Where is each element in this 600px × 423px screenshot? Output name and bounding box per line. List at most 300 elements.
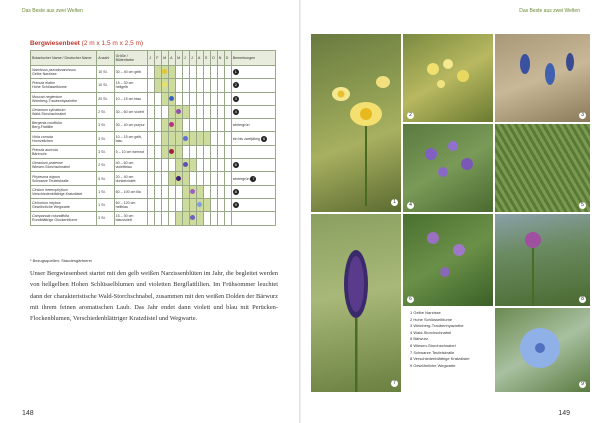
bloom-month-cell <box>176 105 183 118</box>
bloom-month-cell <box>217 159 224 172</box>
bloom-month-cell <box>196 92 203 105</box>
bloom-month-cell <box>155 105 162 118</box>
bloom-month-cell <box>148 105 155 118</box>
plant-flower: 30 – 60 cm violett <box>114 105 148 118</box>
plant-name <box>31 198 97 211</box>
bloom-month-cell <box>162 198 169 211</box>
table-title <box>30 40 143 47</box>
plant-latin: Primula auricula <box>32 147 58 152</box>
plant-german: Wald-Storchschnabel <box>32 112 67 117</box>
photo-number-8: 8 <box>579 296 586 303</box>
bloom-month-cell <box>203 119 210 132</box>
plant-german: Hohe Schlüsselblume <box>32 85 67 90</box>
bloom-month-cell <box>169 132 176 145</box>
bloom-month-cell <box>176 212 183 225</box>
phyteuma-flower-icon <box>311 214 401 392</box>
plant-name <box>31 66 97 79</box>
photo-muscari <box>495 34 590 122</box>
bloom-month-cell <box>210 92 217 105</box>
plant-number-badge: 4 <box>234 109 237 115</box>
bloom-month-cell <box>176 172 183 185</box>
bloom-month-cell <box>148 212 155 225</box>
plant-german: Wiesen-Storchschnabel <box>32 165 70 170</box>
bloom-month-cell <box>217 105 224 118</box>
bloom-month-cell <box>155 92 162 105</box>
bloom-month-cell <box>196 185 203 198</box>
bloom-month-cell <box>224 105 231 118</box>
plant-latin: Cichorium intybus <box>32 201 61 206</box>
legend-item: 1 Gelbe Narzisse <box>410 310 441 315</box>
bloom-month-cell <box>189 132 196 145</box>
bloom-month-cell <box>203 145 210 158</box>
bloom-month-cell <box>169 198 176 211</box>
bloom-month-cell <box>203 185 210 198</box>
plant-flower: 10 – 15 cm gelb, blau <box>114 132 148 145</box>
month-header: J <box>189 51 196 66</box>
bloom-month-cell <box>196 212 203 225</box>
month-header: M <box>162 51 169 66</box>
bloom-month-cell <box>210 119 217 132</box>
bloom-month-cell <box>224 119 231 132</box>
bloom-month-cell <box>176 198 183 211</box>
bloom-month-cell <box>217 212 224 225</box>
plant-number-badge: 7 <box>252 175 255 181</box>
plant-number-badge: 9 <box>234 202 237 208</box>
plant-german: Hornveilchen <box>32 138 53 143</box>
month-header: A <box>196 51 203 66</box>
flower-color-icon <box>190 215 195 220</box>
bloom-month-cell <box>169 105 176 118</box>
plant-number-badge: 2 <box>234 82 237 88</box>
month-header: F <box>155 51 162 66</box>
bloom-month-cell <box>224 145 231 158</box>
flower-color-icon <box>169 122 174 127</box>
month-header: D <box>224 51 231 66</box>
bloom-month-cell <box>189 105 196 118</box>
cichorium-flower-icon <box>495 308 590 392</box>
bloom-month-cell <box>196 145 203 158</box>
bloom-month-cell <box>169 212 176 225</box>
photo-narcissus <box>311 34 401 212</box>
bloom-month-cell <box>224 172 231 185</box>
plant-remark <box>231 132 275 145</box>
bloom-month-cell <box>210 132 217 145</box>
bloom-month-cell <box>148 159 155 172</box>
plant-count: 3 St. <box>97 119 114 132</box>
bloom-month-cell <box>155 212 162 225</box>
plant-latin: Phyteuma nigrum <box>32 174 61 179</box>
bloom-month-cell <box>169 145 176 158</box>
plant-count: 1 St. <box>97 185 114 198</box>
plant-remark <box>231 105 275 118</box>
bloom-month-cell <box>210 105 217 118</box>
bloom-month-cell <box>155 198 162 211</box>
bloom-month-cell <box>183 159 190 172</box>
plant-german: Berg-Flattlilie <box>32 125 53 130</box>
plant-number-badge: 3 <box>234 95 237 101</box>
flower-color-icon <box>176 176 181 181</box>
flower-color-icon <box>176 109 181 114</box>
bloom-month-cell <box>210 66 217 79</box>
bloom-month-cell <box>148 119 155 132</box>
bloom-month-cell <box>155 145 162 158</box>
bloom-month-cell <box>183 145 190 158</box>
plant-name <box>31 79 97 92</box>
bloom-month-cell <box>224 132 231 145</box>
bloom-month-cell <box>196 66 203 79</box>
plant-latin: Campanula rotundifolia <box>32 214 69 219</box>
col-count: Anzahl <box>97 51 114 66</box>
plant-name <box>31 132 97 145</box>
body-paragraph: Unser Bergwiesenbeet startet mit den gelb weißen Narzissenblüten im Jahr, die begleitet werden von hellgelben Hohen Schlüsselblumen und violetten Bergflattlilien. Im Frühsommer leuchtet dann der charakteristische Wald-Storchschnabel, zusammen mit den weißen Dolden der Bärwurz mit ihrem feinen aromatischen Laub. Das Jahr endet dann violett und blau mit Perücken-Flockenblumen, Verschiedenblättriger Kratzdistel und Wegwarte. <box>30 270 278 323</box>
plant-remark <box>231 198 275 211</box>
legend-item: 3 Weinberg-Traubenhyazinthe <box>410 323 464 329</box>
bloom-month-cell <box>162 79 169 92</box>
bloom-month-cell <box>217 132 224 145</box>
table-row <box>31 79 276 92</box>
photo-number-9: 9 <box>579 381 586 388</box>
table-row <box>31 66 276 79</box>
photo-phyteuma <box>311 214 401 392</box>
plant-german: Bärenohr <box>32 151 47 156</box>
month-header: O <box>210 51 217 66</box>
plant-remark <box>231 172 275 185</box>
flower-color-icon <box>197 202 202 207</box>
bloom-month-cell <box>155 66 162 79</box>
plant-name <box>31 172 97 185</box>
bloom-month-cell <box>148 66 155 79</box>
bloom-month-cell <box>203 105 210 118</box>
bloom-month-cell <box>183 119 190 132</box>
bloom-month-cell <box>203 172 210 185</box>
flower-color-icon <box>162 82 167 87</box>
bloom-month-cell <box>169 79 176 92</box>
bloom-month-cell <box>203 66 210 79</box>
bloom-month-cell <box>217 198 224 211</box>
bloom-month-cell <box>162 159 169 172</box>
table-header-row <box>31 51 276 66</box>
bloom-month-cell <box>196 79 203 92</box>
bloom-month-cell <box>217 66 224 79</box>
bloom-month-cell <box>176 66 183 79</box>
photo-primula <box>403 34 493 122</box>
plant-name <box>31 159 97 172</box>
plant-latin: Muscari neglectum <box>32 94 63 99</box>
bloom-month-cell <box>210 172 217 185</box>
bloom-month-cell <box>189 66 196 79</box>
photo-number-6: 6 <box>407 296 414 303</box>
plant-latin: Geranium sylvaticum <box>32 108 66 113</box>
plant-flower: 10 – 15 cm blau <box>114 92 148 105</box>
bloom-month-cell <box>148 132 155 145</box>
bloom-month-cell <box>224 212 231 225</box>
month-header: J <box>183 51 190 66</box>
bloom-month-cell <box>224 92 231 105</box>
table-title-size: (2 m x 1,5 m x 2,5 m) <box>81 40 144 47</box>
bloom-month-cell <box>189 92 196 105</box>
bloom-month-cell <box>183 79 190 92</box>
bloom-month-cell <box>196 172 203 185</box>
plant-count: 2 St. <box>97 105 114 118</box>
primula-flowers-icon <box>403 34 493 122</box>
bloom-month-cell <box>176 185 183 198</box>
month-header: A <box>169 51 176 66</box>
table-row <box>31 172 276 185</box>
table-row <box>31 145 276 158</box>
bloom-month-cell <box>217 92 224 105</box>
table-row <box>31 198 276 211</box>
flower-color-icon <box>169 149 174 154</box>
bloom-month-cell <box>210 79 217 92</box>
month-header: J <box>148 51 155 66</box>
plant-latin: Primula elatior <box>32 81 55 86</box>
bloom-month-cell <box>183 92 190 105</box>
table-row <box>31 159 276 172</box>
bloom-month-cell <box>162 119 169 132</box>
legend-item: 7 Schwarze Teufelskralle <box>410 349 455 355</box>
legend-item: 9 Gewöhnliche Wegwarte <box>410 362 456 368</box>
legend-item: 4 Wald-Storchschnabel <box>410 329 452 335</box>
legend-item: 5 Bärwurz <box>410 336 429 342</box>
plant-remark <box>231 79 275 92</box>
bloom-month-cell <box>176 159 183 172</box>
bloom-month-cell <box>148 198 155 211</box>
plant-german: Verschiedenblättrige Kratzdistel <box>32 191 83 196</box>
plant-name <box>31 105 97 118</box>
table-row <box>31 105 276 118</box>
bloom-month-cell <box>148 92 155 105</box>
plant-number-badge: 6 <box>262 135 266 141</box>
plant-table <box>30 50 276 226</box>
photo-number-2: 2 <box>407 112 414 119</box>
bloom-month-cell <box>217 185 224 198</box>
plant-name <box>31 119 97 132</box>
plant-remark <box>231 66 275 79</box>
legend-item: 6 Wiesen-Storchschnabel <box>410 342 456 348</box>
table-footnote: * Bezugsquellen: Staudengärtnerei <box>30 258 92 263</box>
plant-count: 5 St. <box>97 172 114 185</box>
col-remark: Bemerkungen <box>231 51 275 66</box>
bloom-month-cell <box>189 185 196 198</box>
plant-latin: Viola cornuta <box>32 134 53 139</box>
photo-number-3: 3 <box>579 112 586 119</box>
bloom-month-cell <box>162 145 169 158</box>
plant-flower: 30 – 40 cm gelb <box>114 66 148 79</box>
remark-text: wintergrün <box>232 176 250 181</box>
table-row <box>31 212 276 225</box>
bloom-month-cell <box>210 198 217 211</box>
bloom-month-cell <box>155 185 162 198</box>
bloom-month-cell <box>169 185 176 198</box>
photo-number-5: 5 <box>579 202 586 209</box>
col-flower: Größe / Blütenfarbe <box>114 51 148 66</box>
bloom-month-cell <box>169 66 176 79</box>
bloom-month-cell <box>148 185 155 198</box>
table-row <box>31 185 276 198</box>
bloom-month-cell <box>183 212 190 225</box>
plant-german: Schwarze Teufelskralle <box>32 178 69 183</box>
bloom-month-cell <box>148 145 155 158</box>
bloom-month-cell <box>148 79 155 92</box>
bloom-month-cell <box>162 92 169 105</box>
remark-text: ein bis zweijährig <box>232 136 261 141</box>
plant-latin: Narcissus pseudonarcissus <box>32 68 76 73</box>
month-header: S <box>203 51 210 66</box>
photo-cirsium <box>495 214 590 306</box>
bloom-month-cell <box>162 172 169 185</box>
table-row <box>31 132 276 145</box>
bloom-month-cell <box>224 185 231 198</box>
plant-remark <box>231 185 275 198</box>
plant-german: Gelbe Narzisse <box>32 72 57 77</box>
bloom-month-cell <box>217 119 224 132</box>
bloom-month-cell <box>203 92 210 105</box>
month-header: M <box>176 51 183 66</box>
bloom-month-cell <box>189 198 196 211</box>
plant-name <box>31 212 97 225</box>
bloom-month-cell <box>189 212 196 225</box>
bloom-month-cell <box>210 185 217 198</box>
remark-text: wintergrün <box>232 123 250 128</box>
flower-color-icon <box>183 162 188 167</box>
photo-legend <box>410 310 469 369</box>
bloom-month-cell <box>210 159 217 172</box>
bloom-month-cell <box>210 212 217 225</box>
bloom-month-cell <box>224 198 231 211</box>
photo-geranium-sylvaticum <box>403 124 493 212</box>
bloom-month-cell <box>155 159 162 172</box>
plant-flower: 60 – 120 cm hellblau <box>114 198 148 211</box>
flower-color-icon <box>169 96 174 101</box>
col-name: Botanischer Name / Deutscher Name <box>31 51 97 66</box>
bloom-month-cell <box>162 212 169 225</box>
legend-list <box>410 310 469 369</box>
bloom-month-cell <box>148 172 155 185</box>
bloom-month-cell <box>183 185 190 198</box>
photo-cichorium <box>495 308 590 392</box>
bloom-month-cell <box>196 132 203 145</box>
plant-flower: 20 – 40 cm dunkelviolett <box>114 172 148 185</box>
bloom-month-cell <box>176 132 183 145</box>
plant-count: 2 St. <box>97 159 114 172</box>
bloom-month-cell <box>224 79 231 92</box>
bloom-month-cell <box>203 159 210 172</box>
plant-latin: Cirsium heterophyllum <box>32 187 68 192</box>
plant-remark <box>231 145 275 158</box>
plant-latin: Bergenia cordifolia <box>32 121 62 126</box>
bloom-month-cell <box>176 145 183 158</box>
bloom-month-cell <box>196 119 203 132</box>
bloom-month-cell <box>196 198 203 211</box>
geranium-flowers-icon <box>403 124 493 212</box>
plant-count: 3 St. <box>97 132 114 145</box>
narcissus-flowers-icon <box>311 34 401 212</box>
plant-remark <box>231 159 275 172</box>
plant-count: 10 St. <box>97 79 114 92</box>
bloom-month-cell <box>169 119 176 132</box>
bloom-month-cell <box>162 185 169 198</box>
bloom-month-cell <box>183 198 190 211</box>
plant-flower: 5 – 10 cm weinrot <box>114 145 148 158</box>
page-number-left: 148 <box>22 410 34 417</box>
photo-number-4: 4 <box>407 202 414 209</box>
plant-name <box>31 92 97 105</box>
plant-flower: 15 – 30 cm hellgelb <box>114 79 148 92</box>
photo-meum <box>495 124 590 212</box>
bloom-month-cell <box>203 132 210 145</box>
plant-latin: Geranium pratense <box>32 161 63 166</box>
plant-count: 20 St. <box>97 92 114 105</box>
bloom-month-cell <box>155 79 162 92</box>
bloom-month-cell <box>224 66 231 79</box>
bloom-month-cell <box>176 119 183 132</box>
page-number-right: 149 <box>558 410 570 417</box>
bloom-month-cell <box>169 92 176 105</box>
bloom-month-cell <box>155 172 162 185</box>
table-title-main: Bergwiesenbeet <box>30 40 80 47</box>
plant-count: 3 St. <box>97 212 114 225</box>
bloom-month-cell <box>176 79 183 92</box>
bloom-month-cell <box>162 66 169 79</box>
bloom-month-cell <box>169 172 176 185</box>
bloom-month-cell <box>189 145 196 158</box>
cirsium-flower-icon <box>495 214 590 306</box>
muscari-flowers-icon <box>495 34 590 122</box>
legend-item: 2 Hohe Schlüsselblume <box>410 316 453 322</box>
flower-color-icon <box>190 189 195 194</box>
bloom-month-cell <box>183 66 190 79</box>
bloom-month-cell <box>189 172 196 185</box>
flower-color-icon <box>162 69 167 74</box>
bloom-month-cell <box>224 159 231 172</box>
plant-number-badge: 6 <box>234 162 237 168</box>
bloom-month-cell <box>203 79 210 92</box>
running-header-right: Das Beste aus zwei Welten <box>519 8 580 14</box>
legend-item: 8 Verschiedenblättrige Kratzdistel <box>410 356 470 362</box>
plant-flower: 60 – 100 cm lila <box>114 185 148 198</box>
bloom-month-cell <box>217 172 224 185</box>
running-header-left: Das Beste aus zwei Welten <box>22 8 83 14</box>
bloom-month-cell <box>155 119 162 132</box>
plant-remark <box>231 119 275 132</box>
bloom-month-cell <box>183 105 190 118</box>
photo-number-7: 7 <box>391 380 398 387</box>
bloom-month-cell <box>196 159 203 172</box>
bloom-month-cell <box>183 132 190 145</box>
month-header: N <box>217 51 224 66</box>
plant-flower: 30 – 40 cm purpur <box>114 119 148 132</box>
photo-number-1: 1 <box>391 199 398 206</box>
plant-name <box>31 185 97 198</box>
bloom-month-cell <box>169 159 176 172</box>
plant-number-badge: 1 <box>234 69 237 75</box>
plant-german: Gewöhnliche Wegwarte <box>32 205 70 210</box>
plant-remark <box>231 92 275 105</box>
table-row <box>31 92 276 105</box>
bloom-month-cell <box>203 212 210 225</box>
bloom-month-cell <box>196 105 203 118</box>
flower-color-icon <box>183 136 188 141</box>
bloom-month-cell <box>189 79 196 92</box>
plant-count: 10 St. <box>97 66 114 79</box>
bloom-month-cell <box>176 92 183 105</box>
bloom-month-cell <box>189 119 196 132</box>
plant-name <box>31 145 97 158</box>
bloom-month-cell <box>217 79 224 92</box>
table-body <box>31 66 276 226</box>
geranium-pratense-flowers-icon <box>403 214 493 306</box>
plant-flower: 40 – 60 cm violettblau <box>114 159 148 172</box>
